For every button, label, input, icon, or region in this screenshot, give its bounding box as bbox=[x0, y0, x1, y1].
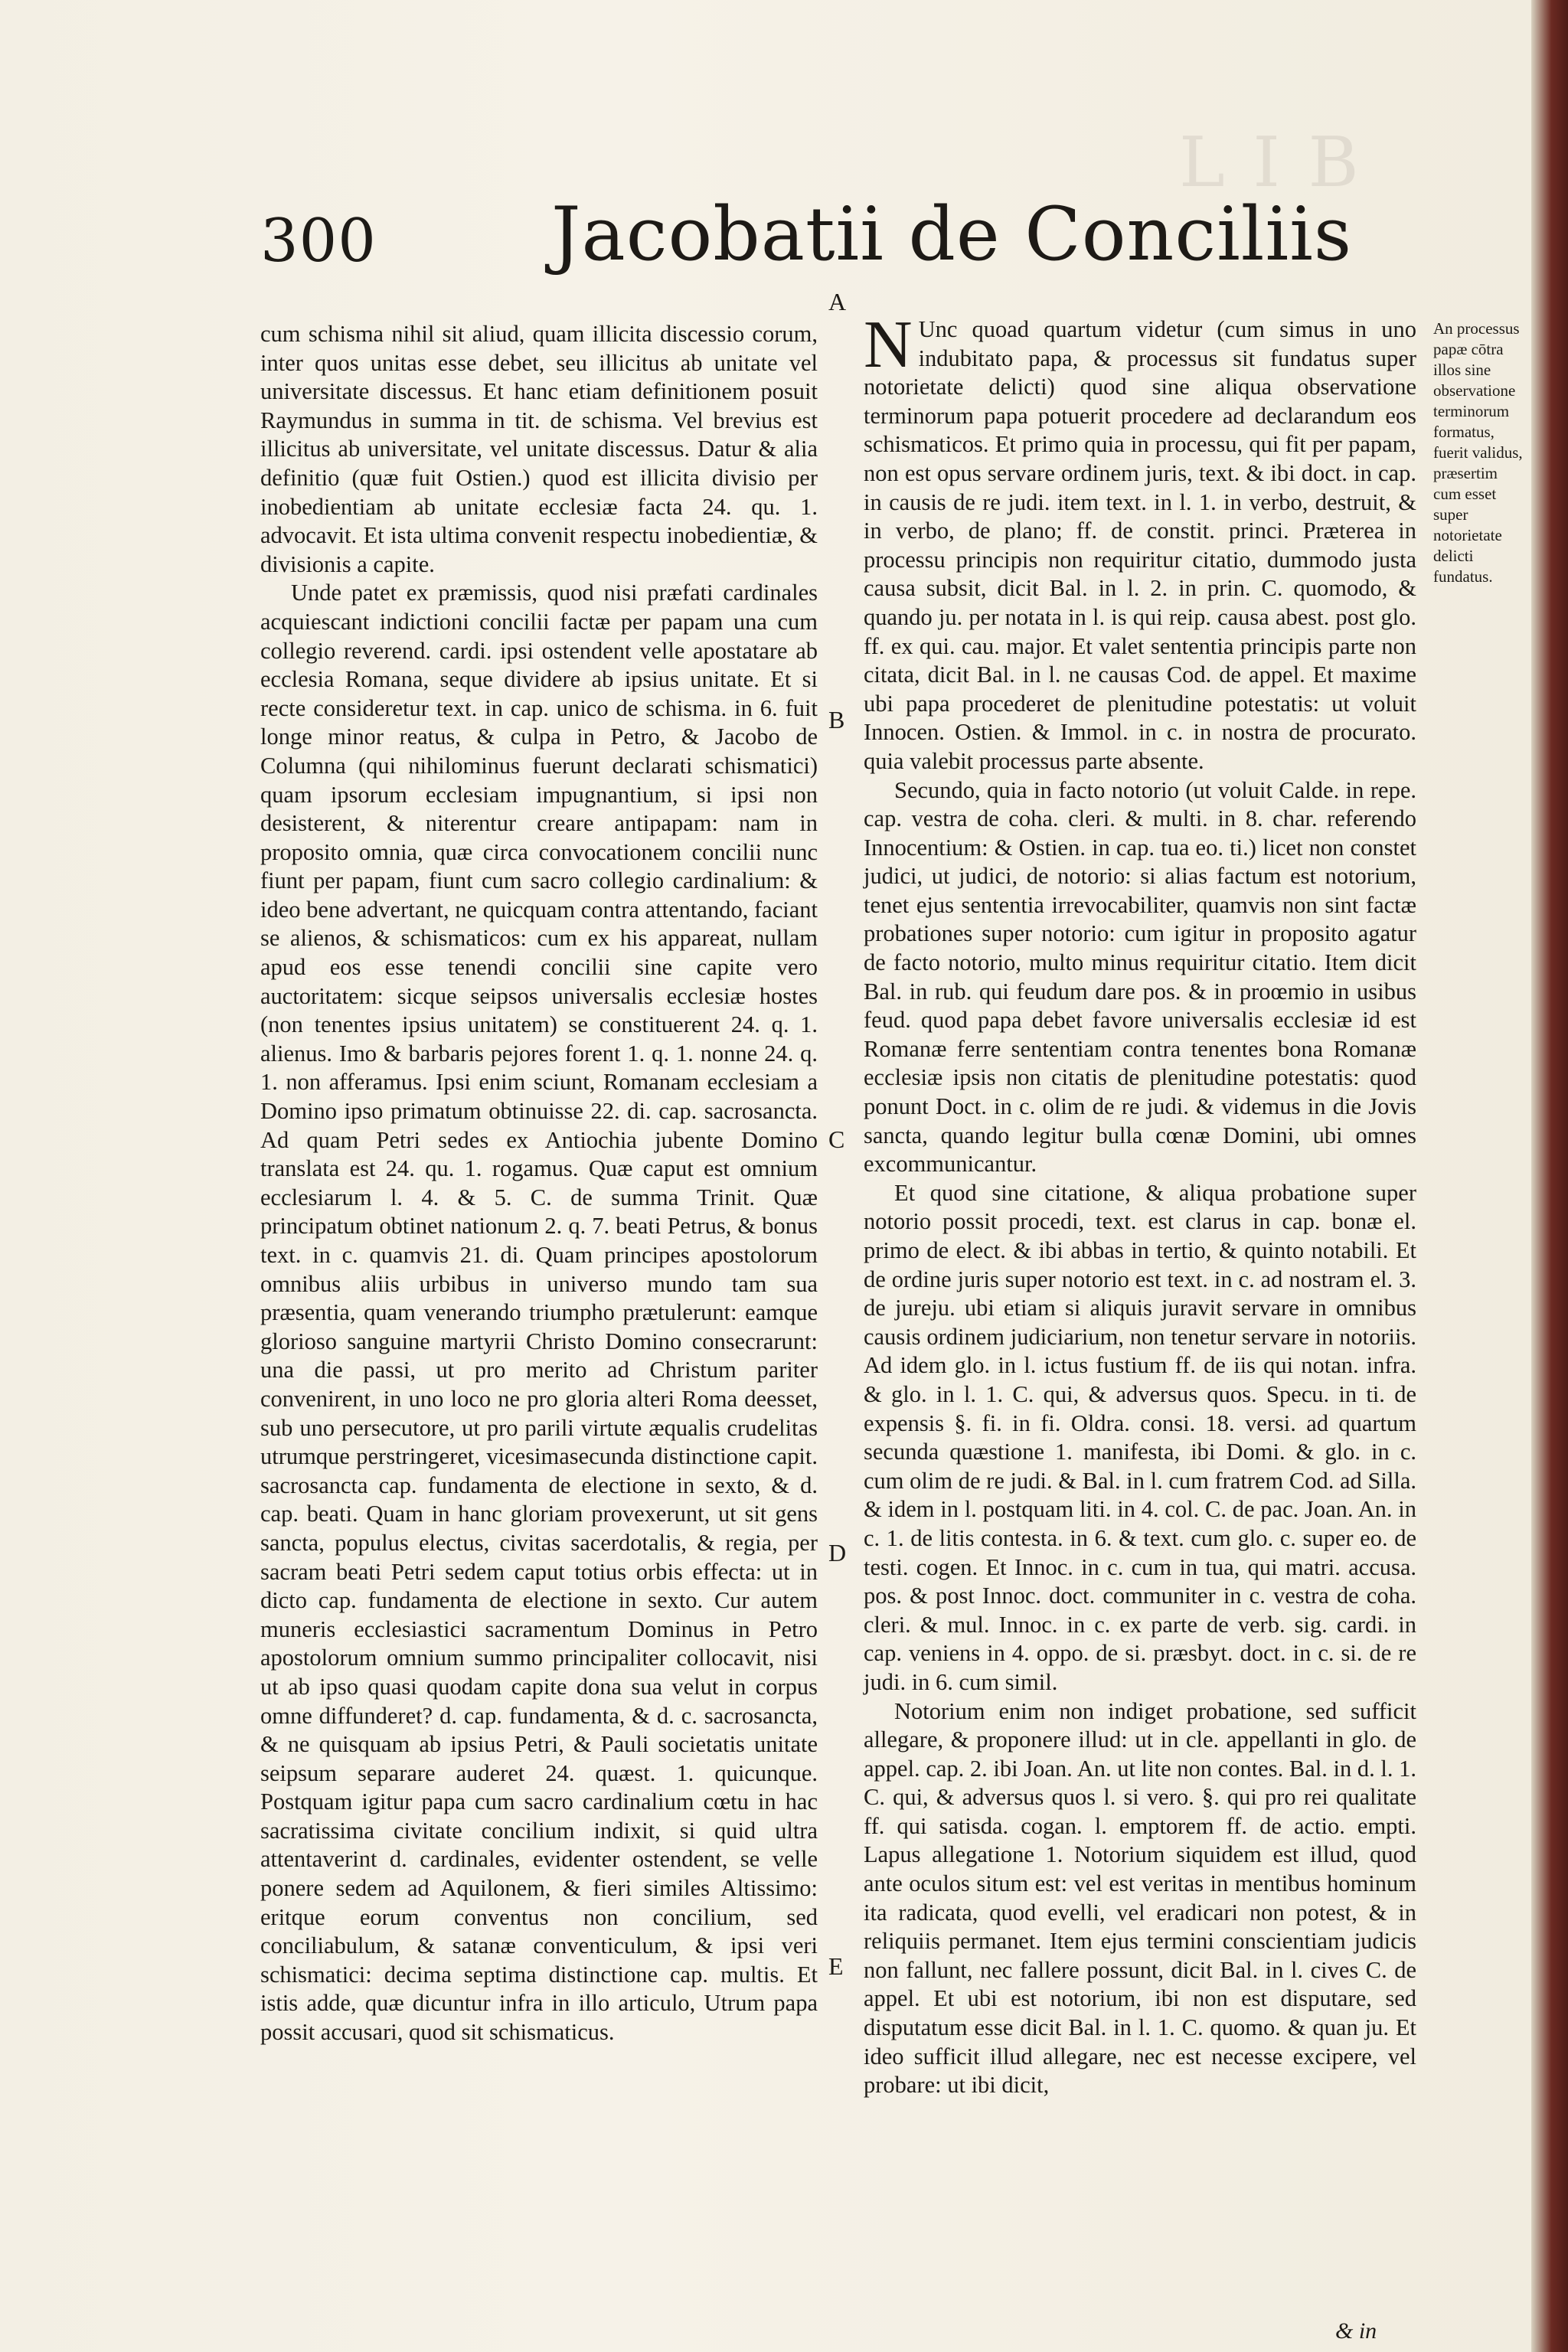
section-marker-c: C bbox=[828, 1125, 845, 1153]
page-number: 300 bbox=[260, 207, 377, 276]
section-marker-b: B bbox=[828, 706, 845, 733]
right-paragraph-2: Secundo, quia in facto notorio (ut voluit Calde. in repe. cap. vestra de coha. cleri. & multi. in 8. char. referendo Innocentium: & Ostien. in cap. tua eo. ti.) licet non constet judici, ut judici, de notorio: si alias factum est notorium, tenet ejus sententia irrevocabiliter, quamvis non sint factæ probationes super notorio: cum igitur in proposito agatur de facto notorio, multo minus requiritur citatio. Item dicit Bal. in rub. qui feudum dare pos. & in proœmio in usibus feud. quod papa debet favore universalis ecclesiæ id est Romanæ ferre sententiam contra tenentes bona Romanæ ecclesiæ ipsis non citatis de plenitudine potestatis: quod ponunt Doct. in c. olim de re judi. & videmus in die Jovis sancta, quando legitur bulla cœnæ Domini, ubi omnes excommunicantur. bbox=[864, 776, 1416, 1178]
left-paragraph-2: Unde patet ex præmissis, quod nisi præfati cardinales acquiescant indictioni concilii factæ per papam una cum collegio reverend. cardi. ipsi ostendent velle apostatare ab ecclesia Romana, seque dividere ab ipsius unitate. Et si recte consideretur text. in cap. unico de schisma. in 6. fuit longe minor reatus, & culpa in Petro, & Jacobo de Columna (qui nihilominus fuerunt declarati schismatici) quam ipsorum ecclesiam impugnantium, si ipsi non desisterent, & niterentur creare antipapam: nam in proposito omnia, quæ circa convocationem concilii nunc fiunt per papam, fiunt cum sacro collegio cardinalium: & ideo bene advertant, ne quicquam contra attentando, faciant se alienos, & schismaticos: cum ex his appareat, nullam apud eos esse tenendi concilii sine capite vero auctoritatem: sicque seipsos universalis ecclesiæ hostes (non tenentes ipsius unitatem) se constituerent 24. q. 1. alienus. Imo & barbaris pejores forent 1. q. 1. nonne 24. q. 1. non afferamus. Ipsi enim sciunt, Romanam ecclesiam a Domino ipso primatum obtinuisse 22. di. cap. sacrosancta. Ad quam Petri sedes ex Antiochia jubente Domino translata est 24. qu. 1. rogamus. Quæ caput est omnium ecclesiarum l. 4. & 5. C. de summa Trinit. Quæ principatum obtinet nationum 2. q. 7. beati Petrus, & bonus text. in c. quamvis 21. di. Quam principes apostolorum omnibus aliis urbibus in universo mundo tam sua præsentia, quam venerando triumpho prætulerunt: eamque glorioso sanguine martyrii Christo Domino consecrarunt: una die passi, ut pro merito ad Christum pariter convenirent, in uno loco ne pro gloria alteri Roma deesset, sub uno persecutore, ut pro parili virtute æqualis crudelitas utrumque perstringeret, vicesimasecunda distinctione capit. sacrosancta cap. fundamenta de electione in sexto, & d. cap. beati. Quam in hanc gloriam provexerunt, ut sit gens sancta, populus electus, civitas sacerdotalis, & regia, per sacram beati Petri sedem caput totius orbis effecta: ut in dicto cap. fundamenta de electione in sexto. Cur autem muneris ecclesiastici sacramentum Dominus in Petro apostolorum omnium summo principaliter collocavit, nisi ut ab ipso quasi quodam capite dona sua velut in corpus omne diffunderet? d. cap. fundamenta, & d. c. sacrosancta, & ne quisquam ab ipsius Petri, & Pauli societatis unitate seipsum separare auderet 24. quæst. 1. quicunque. Postquam igitur papa cum sacro cardinalium cœtu in hac sacratissima civitate concilium indixit, si quid ultra attentaverint d. cardinales, evidenter ostendent, se velle ponere sedem ad Aquilonem, & fieri similes Altissimo: eritque eorum conventus non concilium, sed conciliabulum, & satanæ conventiculum, & ipsi veri schismatici: decima septima distinctione cap. multis. Et istis adde, quæ dicuntur infra in illo articulo, Utrum papa possit accusari, quod sit schismaticus. bbox=[260, 580, 818, 2046]
running-title: Jacobatii de Conciliis bbox=[551, 191, 1353, 277]
bleed-through-text: L I B bbox=[1179, 122, 1362, 203]
section-marker-d: D bbox=[828, 1539, 847, 1566]
right-paragraph-3: Et quod sine citatione, & aliqua probatione super notorio possit procedi, text. est clarus in cap. bonæ el. primo de elect. & ibi abbas in tertio, & quinto notabili. Et de ordine juris super notorio est text. in c. ad nostram el. 3. de jureju. ubi etiam si aliquis juravit servare in omnibus causis ordinem judiciarium, non tenetur servare in notoriis. Ad idem glo. in l. ictus fustium ff. de iis qui notan. infra. & glo. in l. 1. C. qui, & adversus quos. Specu. in ti. de expensis §. fi. in fi. Oldra. consi. 18. versi. ad quartum secunda quæstione 1. manifesta, ibi Domi. & glo. in c. cum olim de re judi. & Bal. in l. cum fratrem Cod. ad Silla. & idem in l. postquam liti. in 4. col. C. de pac. Joan. An. in c. 1. de litis contesta. in 6. & text. cum glo. c. super eo. de testi. cogen. Et Innoc. in c. cum in tua, qui matri. accusa. pos. & post Innoc. doct. communiter in c. vestra de coha. cleri. & mul. Innoc. in c. ex parte de verb. sig. cardi. in cap. veniens in 4. oppo. de si. præsbyt. doct. in c. si. de re judi. in 6. cum simil. bbox=[864, 1179, 1416, 1695]
book-edge bbox=[1531, 0, 1568, 2352]
catchword: & in bbox=[1335, 2318, 1377, 2344]
right-paragraph-4: Notorium enim non indiget probatione, sed sufficit allegare, & proponere illud: ut in cle. appellanti in glo. de appel. cap. 2. ibi Joan. An. ut lite non contes. Bal. in d. l. 1. C. qui, & adversus quos l. si vero. §. qui pro rei qualitate ff. qui satisda. cogan. l. emptorem ff. de actio. empti. Lapus allegatione 1. Notorium siquidem est illud, quod ante oculos situm est: vel est veritas in mentibus hominum ita radicata, quod evelli, vel eradicari non potest, & in reliquiis permanet. Item ejus termini conscientiam judicis non fallunt, nec fallere possunt, dicit Bal. in l. cives C. de appel. Et ubi est notorium, ibi non est disputare, sed disputatum esse dicit Bal. in l. 1. C. quomo. & quan ju. Et ideo sufficit illud allegare, nec est necesse excipere, vel probare: ut ibi dicit, bbox=[864, 1697, 1416, 2099]
right-paragraph-1-text: Unc quoad quartum videtur (cum simus in uno indubitato papa, & processus sit fundatus super notorietate delicti) quod sine aliqua observatione terminorum papa potuerit procedere ad declarandum eos schismaticos. Et primo quia in processu, qui fit per papam, non est opus servare ordinem juris, text. & ibi doct. in cap. in causis de re judi. item text. in l. 1. in verbo, destruit, & in verbo, de plano; ff. de constit. princi. Præterea in processu principis non requiritur citatio, dummodo justa causa subsit, dicit Bal. in l. 2. in prin. C. quomodo, & quando ju. per notata in l. is qui reip. causa abest. post glo. ff. ex qui. cau. major. Et valet sententia principis parte non citata, dicit Bal. in l. ne causas Cod. de appel. Et maxime ubi papa procederet de plenitudine potestatis: ut voluit Innocen. Ostien. & Immol. in c. in nostra de procurato. quia valebit processus parte absente. bbox=[864, 316, 1416, 774]
section-marker-e: E bbox=[828, 1952, 844, 1980]
section-marker-a: A bbox=[828, 288, 847, 315]
margin-note: An processus papæ cōtra illos sine observatione terminorum formatus, fuerit validus, præsertim cum esset super notorietate delicti fundatus. bbox=[1433, 319, 1523, 586]
right-paragraph-1 bbox=[864, 308, 1416, 776]
right-column bbox=[864, 308, 1416, 2100]
drop-cap: N bbox=[864, 308, 913, 382]
page-header bbox=[260, 191, 1424, 299]
left-paragraph-1: cum schisma nihil sit aliud, quam illicita discessio corum, inter quos unitas esse debet, seu illicitus ab unitate vel universitate discessus. Et hanc etiam definitionem posuit Raymundus in summa in tit. de schisma. Vel brevius est illicitus ab universitate, vel unitate discessus. Datur & alia definitio (quæ fuit Ostien.) quod est illicita divisio per inobedientiam ab unitate ecclesiæ facta 24. qu. 1. advocavit. Et ista ultima convenit respectu inobedientiæ, & divisionis a capite. bbox=[260, 321, 818, 577]
left-column bbox=[260, 320, 818, 2047]
